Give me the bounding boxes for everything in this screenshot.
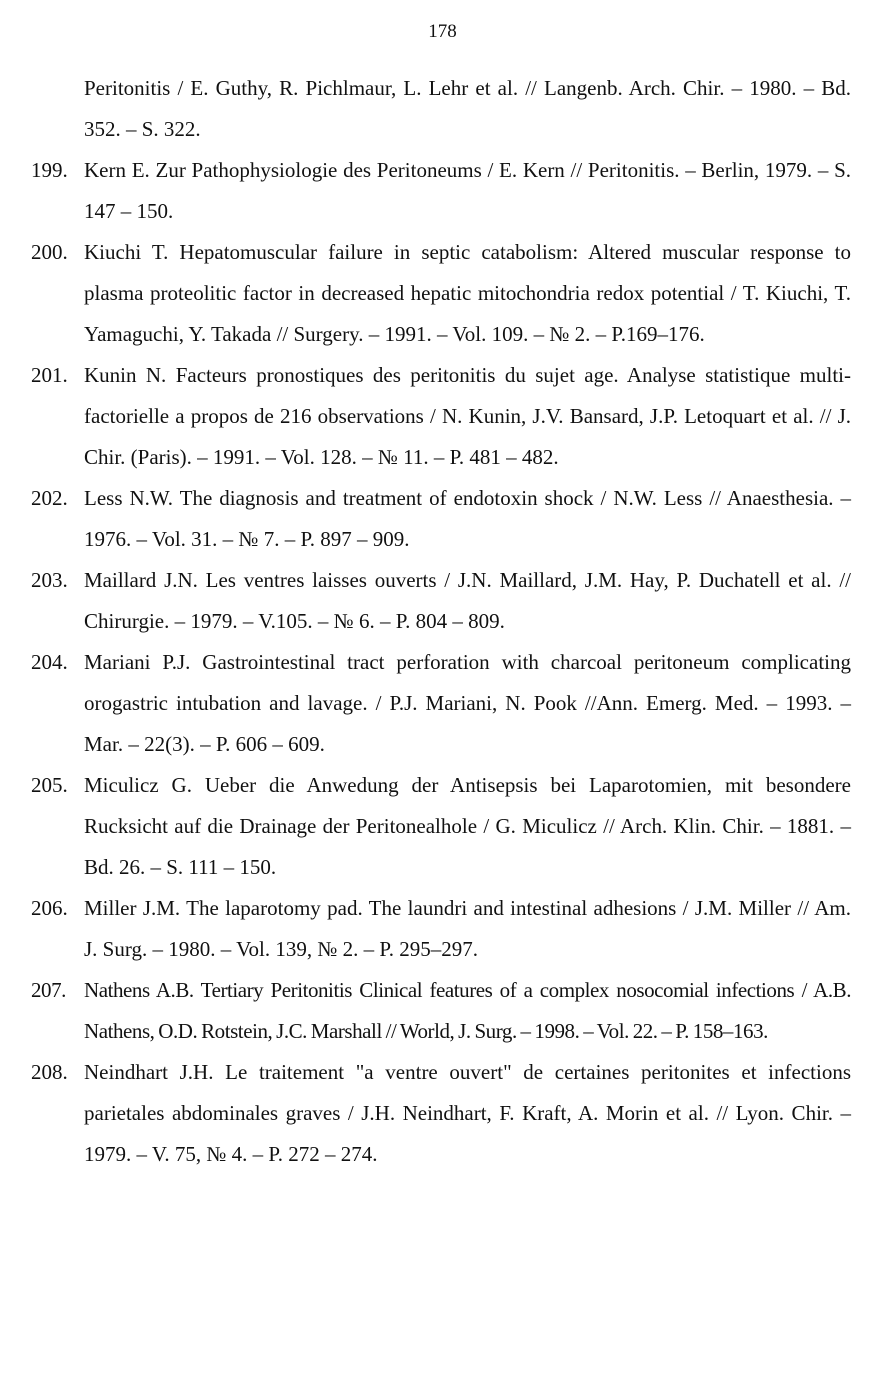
reference-number: 203.	[31, 568, 68, 592]
reference-item	[0, 560, 885, 642]
reference-item	[0, 765, 885, 888]
reference-list	[0, 68, 885, 1175]
reference-item	[0, 355, 885, 478]
reference-number: 204.	[31, 650, 68, 674]
reference-item	[0, 1052, 885, 1175]
reference-text: Neindhart J.H. Le traitement "a ventre ouvert" de certaines peritonites et infections parietales abdominales graves / J.H. Neindhart, F. Kraft, A. Morin et al. // Lyon. Chir. – 1979. – V. 75, № 4. – P. 272 – 274.	[84, 1060, 851, 1166]
reference-number: 200.	[31, 240, 68, 264]
reference-number: 201.	[31, 363, 68, 387]
reference-text: Kiuchi T. Hepatomuscular failure in septic catabolism: Altered muscular response to plasma proteolitic factor in decreased hepatic mitochondria redox potential / T. Kiuchi, T. Yamaguchi, Y. Takada // Surgery. – 1991. – Vol. 109. – № 2. – P.169–176.	[84, 240, 851, 346]
reference-text: Kern E. Zur Pathophysiologie des Peritoneums / E. Kern // Peritonitis. – Berlin, 1979. – S. 147 – 150.	[84, 158, 851, 223]
reference-number: 208.	[31, 1060, 68, 1084]
reference-number: 202.	[31, 486, 68, 510]
reference-text: Peritonitis / E. Guthy, R. Pichlmaur, L. Lehr et al. // Langenb. Arch. Chir. – 1980. – Bd. 352. – S. 322.	[84, 76, 851, 141]
reference-text: Miller J.M. The laparotomy pad. The laundri and intestinal adhesions / J.M. Miller // Am. J. Surg. – 1980. – Vol. 139, № 2. – P. 295–297.	[84, 896, 851, 961]
reference-number: 206.	[31, 896, 68, 920]
page-number: 178	[428, 21, 457, 42]
reference-item	[0, 478, 885, 560]
reference-number: 207.	[31, 978, 66, 1002]
reference-number: 205.	[31, 773, 68, 797]
reference-item	[0, 642, 885, 765]
reference-text: Maillard J.N. Les ventres laisses ouverts / J.N. Maillard, J.M. Hay, P. Duchatell et al. // Chirurgie. – 1979. – V.105. – № 6. – P. 804 – 809.	[84, 568, 851, 633]
reference-text: Kunin N. Facteurs pronostiques des peritonitis du sujet age. Analyse statistique multi-factorielle a propos de 216 observations / N. Kunin, J.V. Bansard, J.P. Letoquart et al. // J. Chir. (Paris). – 1991. – Vol. 128. – № 11. – P. 481 – 482.	[84, 363, 851, 469]
reference-item	[0, 888, 885, 970]
reference-item	[0, 232, 885, 355]
reference-item	[0, 68, 885, 150]
reference-item	[0, 970, 885, 1052]
reference-text: Miculicz G. Ueber die Anwedung der Antisepsis bei Laparotomien, mit besondere Rucksicht auf die Drainage der Peritonealhole / G. Miculicz // Arch. Klin. Chir. – 1881. – Bd. 26. – S. 111 – 150.	[84, 773, 851, 879]
reference-number: 199.	[31, 158, 68, 182]
reference-text: Mariani P.J. Gastrointestinal tract perforation with charcoal peritoneum complicating orogastric intubation and lavage. / P.J. Mariani, N. Pook //Ann. Emerg. Med. – 1993. – Mar. – 22(3). – P. 606 – 609.	[84, 650, 851, 756]
reference-item	[0, 150, 885, 232]
reference-text: Nathens A.B. Tertiary Peritonitis Clinical features of a complex nosocomial infections / A.B. Nathens, O.D. Rotstein, J.C. Marshall // World, J. Surg. – 1998. – Vol. 22. – P. 158–163.	[84, 978, 851, 1043]
reference-text: Less N.W. The diagnosis and treatment of endotoxin shock / N.W. Less // Anaesthesia. – 1976. – Vol. 31. – № 7. – P. 897 – 909.	[84, 486, 851, 551]
